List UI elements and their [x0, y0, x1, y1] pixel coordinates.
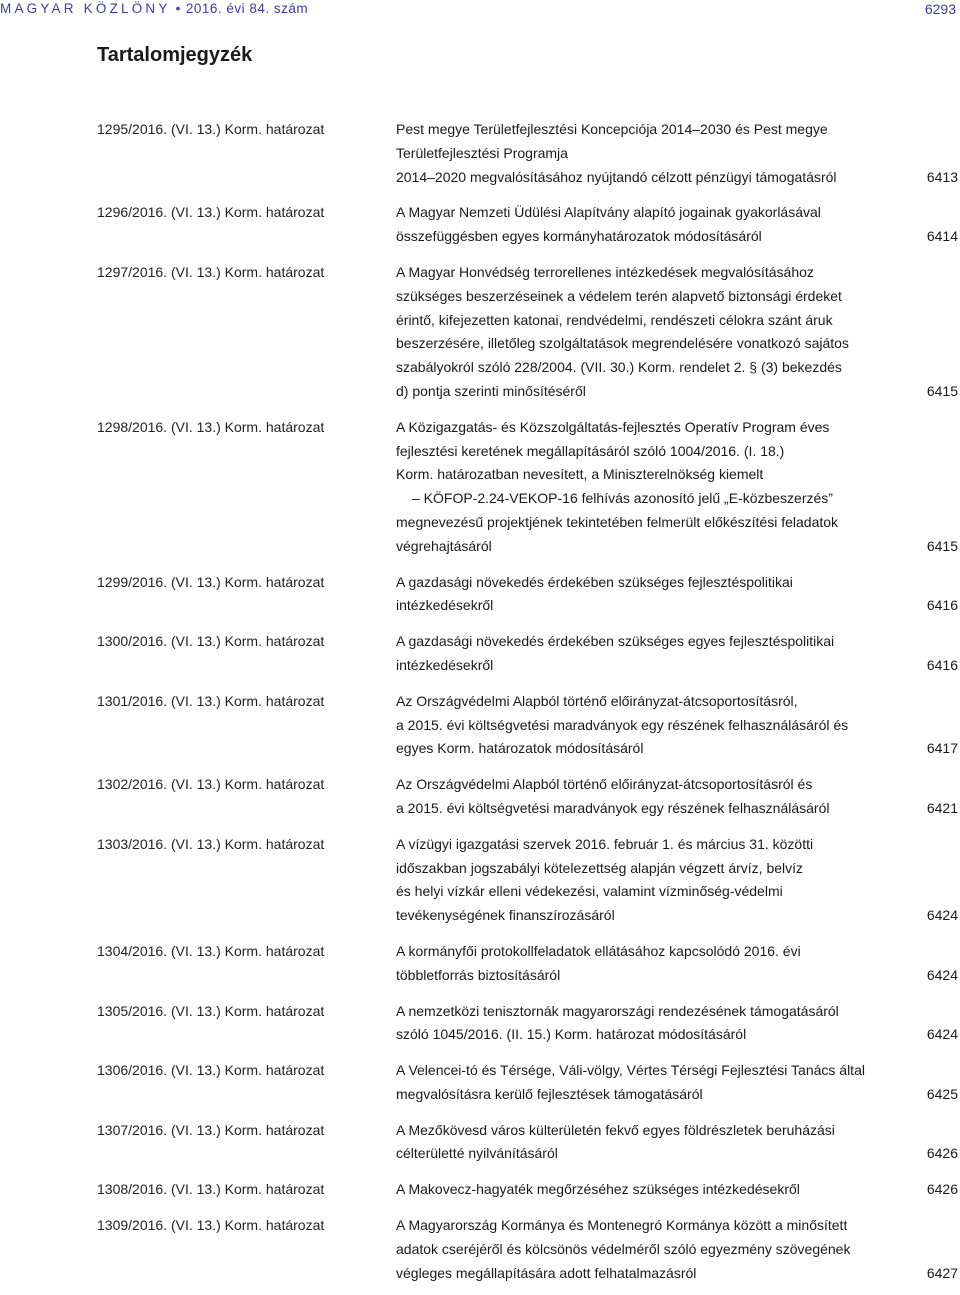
toc-title-line — [396, 511, 958, 535]
toc-title-line — [396, 416, 958, 440]
toc-title-text: Pest megye Területfejlesztési Koncepciója 2014–2030 és Pest megye — [396, 121, 828, 137]
toc-page-number: 6416 — [926, 597, 958, 614]
toc-title-line — [396, 142, 958, 166]
toc-entry — [0, 1178, 960, 1202]
toc-title-text: intézkedésekről — [396, 656, 494, 673]
header-publication — [0, 1, 308, 16]
toc-title-line — [396, 1119, 958, 1143]
toc-title-line — [396, 1142, 958, 1166]
toc-title-text: Területfejlesztési Programja — [396, 144, 568, 161]
toc-title-line — [396, 833, 958, 857]
toc-entry-id: 1300/2016. (VI. 13.) Korm. határozat — [97, 633, 325, 650]
page-title: Tartalomjegyzék — [97, 44, 253, 66]
toc-title-line — [396, 1214, 958, 1238]
toc-entry-id: 1302/2016. (VI. 13.) Korm. határozat — [97, 776, 325, 793]
toc-entry-title — [396, 773, 958, 821]
toc-entry — [0, 630, 960, 678]
toc-title-text: Az Országvédelmi Alapból történő előirányzat-átcsoportosításról és — [396, 776, 813, 793]
toc-title-line — [396, 690, 958, 714]
toc-title-line — [396, 166, 958, 190]
toc-title-text: – KÖFOP-2.24-VEKOP-16 felhívás azonosító jelű „E-közbeszerzés” — [412, 490, 833, 507]
toc-title-text: Az Országvédelmi Alapból történő előirányzat-átcsoportosításról, — [396, 692, 798, 709]
toc-title-line — [396, 332, 958, 356]
toc-entry-title — [396, 118, 958, 189]
toc-title-line — [396, 964, 958, 988]
toc-page-number: 6424 — [926, 966, 958, 983]
toc-entry-id: 1296/2016. (VI. 13.) Korm. határozat — [97, 204, 325, 221]
toc-entry-id: 1297/2016. (VI. 13.) Korm. határozat — [97, 263, 325, 280]
toc-title-text: érintő, kifejezetten katonai, rendvédelmi, rendészeti célokra szánt áruk — [396, 311, 833, 328]
toc-title-text: A Velencei-tó és Térsége, Váli-völgy, Vértes Térségi Fejlesztési Tanács által — [396, 1062, 865, 1079]
toc-entry-title — [396, 833, 958, 928]
toc-title-text: Korm. határozatban nevesített, a Miniszterelnökség kiemelt — [396, 466, 764, 483]
toc-title-text: összefüggésben egyes kormányhatározatok módosításáról — [396, 228, 762, 245]
toc-title-line — [396, 1000, 958, 1024]
table-of-contents — [0, 118, 960, 1285]
toc-title-line — [396, 1178, 958, 1202]
toc-title-line — [396, 880, 958, 904]
toc-title-text: A gazdasági növekedés érdekében szükséges fejlesztéspolitikai — [396, 573, 793, 590]
toc-entry-id: 1299/2016. (VI. 13.) Korm. határozat — [97, 573, 325, 590]
toc-title-text: fejlesztési keretének megállapításáról szóló 1004/2016. (I. 18.) — [396, 442, 785, 459]
toc-entry-title — [396, 940, 958, 988]
toc-title-text: egyes Korm. határozatok módosításáról — [396, 740, 644, 757]
header-page-number: 6293 — [924, 1, 956, 17]
toc-title-text: A vízügyi igazgatási szervek 2016. február 1. és március 31. közötti — [396, 835, 814, 852]
toc-title-text: A Magyarország Kormánya és Montenegró Kormánya között a minősített — [396, 1217, 848, 1234]
toc-title-text: A Közigazgatás- és Közszolgáltatás-fejlesztés Operatív Program éves — [396, 418, 830, 435]
toc-title-text: megnevezésű projektjének tekintetében felmerült előkészítési feladatok — [396, 513, 839, 530]
toc-entry-title — [396, 416, 958, 559]
header-bullet: • — [175, 1, 181, 16]
toc-title-line — [396, 356, 958, 380]
toc-page-number: 6424 — [926, 1026, 958, 1043]
toc-entry-title — [396, 690, 958, 761]
toc-entry-id: 1301/2016. (VI. 13.) Korm. határozat — [97, 692, 325, 709]
toc-title-text: végleges megállapítására adott felhatalmazásról — [396, 1264, 697, 1281]
toc-title-line — [396, 940, 958, 964]
toc-entry-title — [396, 1214, 958, 1285]
toc-entry-title — [396, 571, 958, 619]
toc-page-number: 6427 — [926, 1264, 958, 1281]
toc-title-text: A gazdasági növekedés érdekében szükséges egyes fejlesztéspolitikai — [396, 633, 835, 650]
toc-page-number: 6426 — [926, 1145, 958, 1162]
toc-title-line — [396, 571, 958, 595]
toc-title-line — [396, 201, 958, 225]
toc-title-line — [396, 440, 958, 464]
toc-title-text: A Mezőkövesd város külterületén fekvő egyes földrészletek beruházási — [396, 1121, 835, 1138]
toc-title-line — [396, 1059, 958, 1083]
toc-entry-title — [396, 261, 958, 404]
toc-title-line — [396, 225, 958, 249]
toc-title-text: a 2015. évi költségvetési maradványok egy részének felhasználásáról — [396, 799, 830, 816]
toc-title-text: A nemzetközi tenisztornák magyarországi rendezésének támogatásáról — [396, 1002, 839, 1019]
toc-title-text: időszakban jogszabályi kötelezettség alapján végzett árvíz, belvíz — [396, 859, 804, 876]
toc-entry-title — [396, 1178, 958, 1202]
toc-entry — [0, 1119, 960, 1167]
toc-entry — [0, 1059, 960, 1107]
toc-title-line — [396, 118, 958, 142]
toc-entry-id: 1305/2016. (VI. 13.) Korm. határozat — [97, 1002, 325, 1019]
toc-page-number: 6424 — [926, 907, 958, 924]
toc-title-text: beszerzésére, illetőleg szolgáltatások megrendelésére vonatkozó sajátos — [396, 335, 849, 352]
header-brand: MAGYAR KÖZLÖNY — [0, 1, 171, 16]
toc-title-line — [396, 904, 958, 928]
toc-title-line — [396, 654, 958, 678]
toc-title-line — [396, 737, 958, 761]
toc-title-line — [396, 463, 958, 487]
toc-entry-title — [396, 1059, 958, 1107]
toc-entry — [0, 833, 960, 928]
toc-entry — [0, 261, 960, 404]
toc-title-line — [396, 309, 958, 333]
toc-entry — [0, 416, 960, 559]
toc-title-line — [396, 261, 958, 285]
toc-entry — [0, 1000, 960, 1048]
toc-entry — [0, 773, 960, 821]
toc-page-number: 6417 — [926, 740, 958, 757]
toc-title-line — [396, 714, 958, 738]
toc-entry — [0, 1214, 960, 1285]
toc-entry-id: 1303/2016. (VI. 13.) Korm. határozat — [97, 835, 325, 852]
toc-title-line — [396, 594, 958, 618]
toc-entry-id: 1295/2016. (VI. 13.) Korm. határozat — [97, 121, 325, 137]
toc-page-number: 6414 — [926, 228, 958, 245]
toc-title-line — [396, 285, 958, 309]
toc-title-line — [396, 535, 958, 559]
toc-title-line — [396, 380, 958, 404]
toc-title-line — [396, 1238, 958, 1262]
toc-entry — [0, 690, 960, 761]
toc-entry-id: 1306/2016. (VI. 13.) Korm. határozat — [97, 1062, 325, 1079]
toc-title-line — [396, 1083, 958, 1107]
toc-entry-title — [396, 1119, 958, 1167]
toc-entry-id: 1307/2016. (VI. 13.) Korm. határozat — [97, 1121, 325, 1138]
toc-entry-title — [396, 201, 958, 249]
toc-title-text: A Magyar Nemzeti Üdülési Alapítvány alapító jogainak gyakorlásával — [396, 204, 821, 221]
header-issue: 2016. évi 84. szám — [185, 1, 309, 16]
toc-page-number: 6416 — [926, 656, 958, 673]
toc-title-text: adatok cseréjéről és kölcsönös védelméről szóló egyezmény szövegének — [396, 1240, 851, 1257]
toc-title-text: A Magyar Honvédség terrorellenes intézkedések megvalósításához — [396, 263, 814, 280]
toc-title-text: a 2015. évi költségvetési maradványok egy részének felhasználásáról és — [396, 716, 849, 733]
toc-title-text: szabályokról szóló 228/2004. (VII. 30.) Korm. rendelet 2. § (3) bekezdés — [396, 359, 842, 376]
toc-title-text: és helyi vízkár elleni védekezési, valamint vízminőség-védelmi — [396, 883, 783, 900]
toc-entry-id: 1304/2016. (VI. 13.) Korm. határozat — [97, 942, 325, 959]
toc-title-line — [396, 487, 958, 511]
toc-entry — [0, 571, 960, 619]
toc-entry — [0, 201, 960, 249]
toc-entry — [0, 940, 960, 988]
toc-page-number: 6425 — [926, 1085, 958, 1102]
toc-title-text: célterületté nyilvánításáról — [396, 1145, 558, 1162]
toc-title-line — [396, 630, 958, 654]
toc-title-line — [396, 857, 958, 881]
toc-entry-title — [396, 1000, 958, 1048]
toc-entry-id: 1308/2016. (VI. 13.) Korm. határozat — [97, 1181, 325, 1198]
toc-title-text: szóló 1045/2016. (II. 15.) Korm. határozat módosításáról — [396, 1026, 747, 1043]
toc-title-line — [396, 797, 958, 821]
toc-entry-title — [396, 630, 958, 678]
toc-page-number: 6426 — [926, 1181, 958, 1198]
toc-entry — [0, 118, 960, 189]
toc-title-text: szükséges beszerzéseinek a védelem terén alapvető biztonsági érdeket — [396, 287, 842, 304]
toc-page-number: 6413 — [926, 168, 958, 185]
toc-title-text: d) pontja szerinti minősítéséről — [396, 382, 586, 399]
page-header — [0, 0, 960, 22]
toc-entry-id: 1298/2016. (VI. 13.) Korm. határozat — [97, 418, 325, 435]
toc-title-text: tevékenységének finanszírozásáról — [396, 907, 615, 924]
toc-title-text: A Makovecz-hagyaték megőrzéséhez szükséges intézkedésekről — [396, 1181, 800, 1198]
toc-page-number: 6415 — [926, 537, 958, 554]
toc-entry-id: 1309/2016. (VI. 13.) Korm. határozat — [97, 1217, 325, 1234]
toc-page-number: 6421 — [926, 799, 958, 816]
toc-title-text: megvalósításra kerülő fejlesztések támogatásáról — [396, 1085, 703, 1102]
toc-title-text: A kormányfői protokollfeladatok ellátásához kapcsolódó 2016. évi — [396, 942, 801, 959]
toc-page-number: 6415 — [926, 382, 958, 399]
toc-title-line — [396, 1023, 958, 1047]
toc-title-text: intézkedésekről — [396, 597, 494, 614]
toc-title-text: 2014–2020 megvalósításához nyújtandó célzott pénzügyi támogatásról — [396, 168, 837, 185]
toc-title-text: többletforrás biztosításáról — [396, 966, 561, 983]
toc-title-line — [396, 773, 958, 797]
toc-title-text: végrehajtásáról — [396, 537, 492, 554]
toc-title-line — [396, 1262, 958, 1286]
